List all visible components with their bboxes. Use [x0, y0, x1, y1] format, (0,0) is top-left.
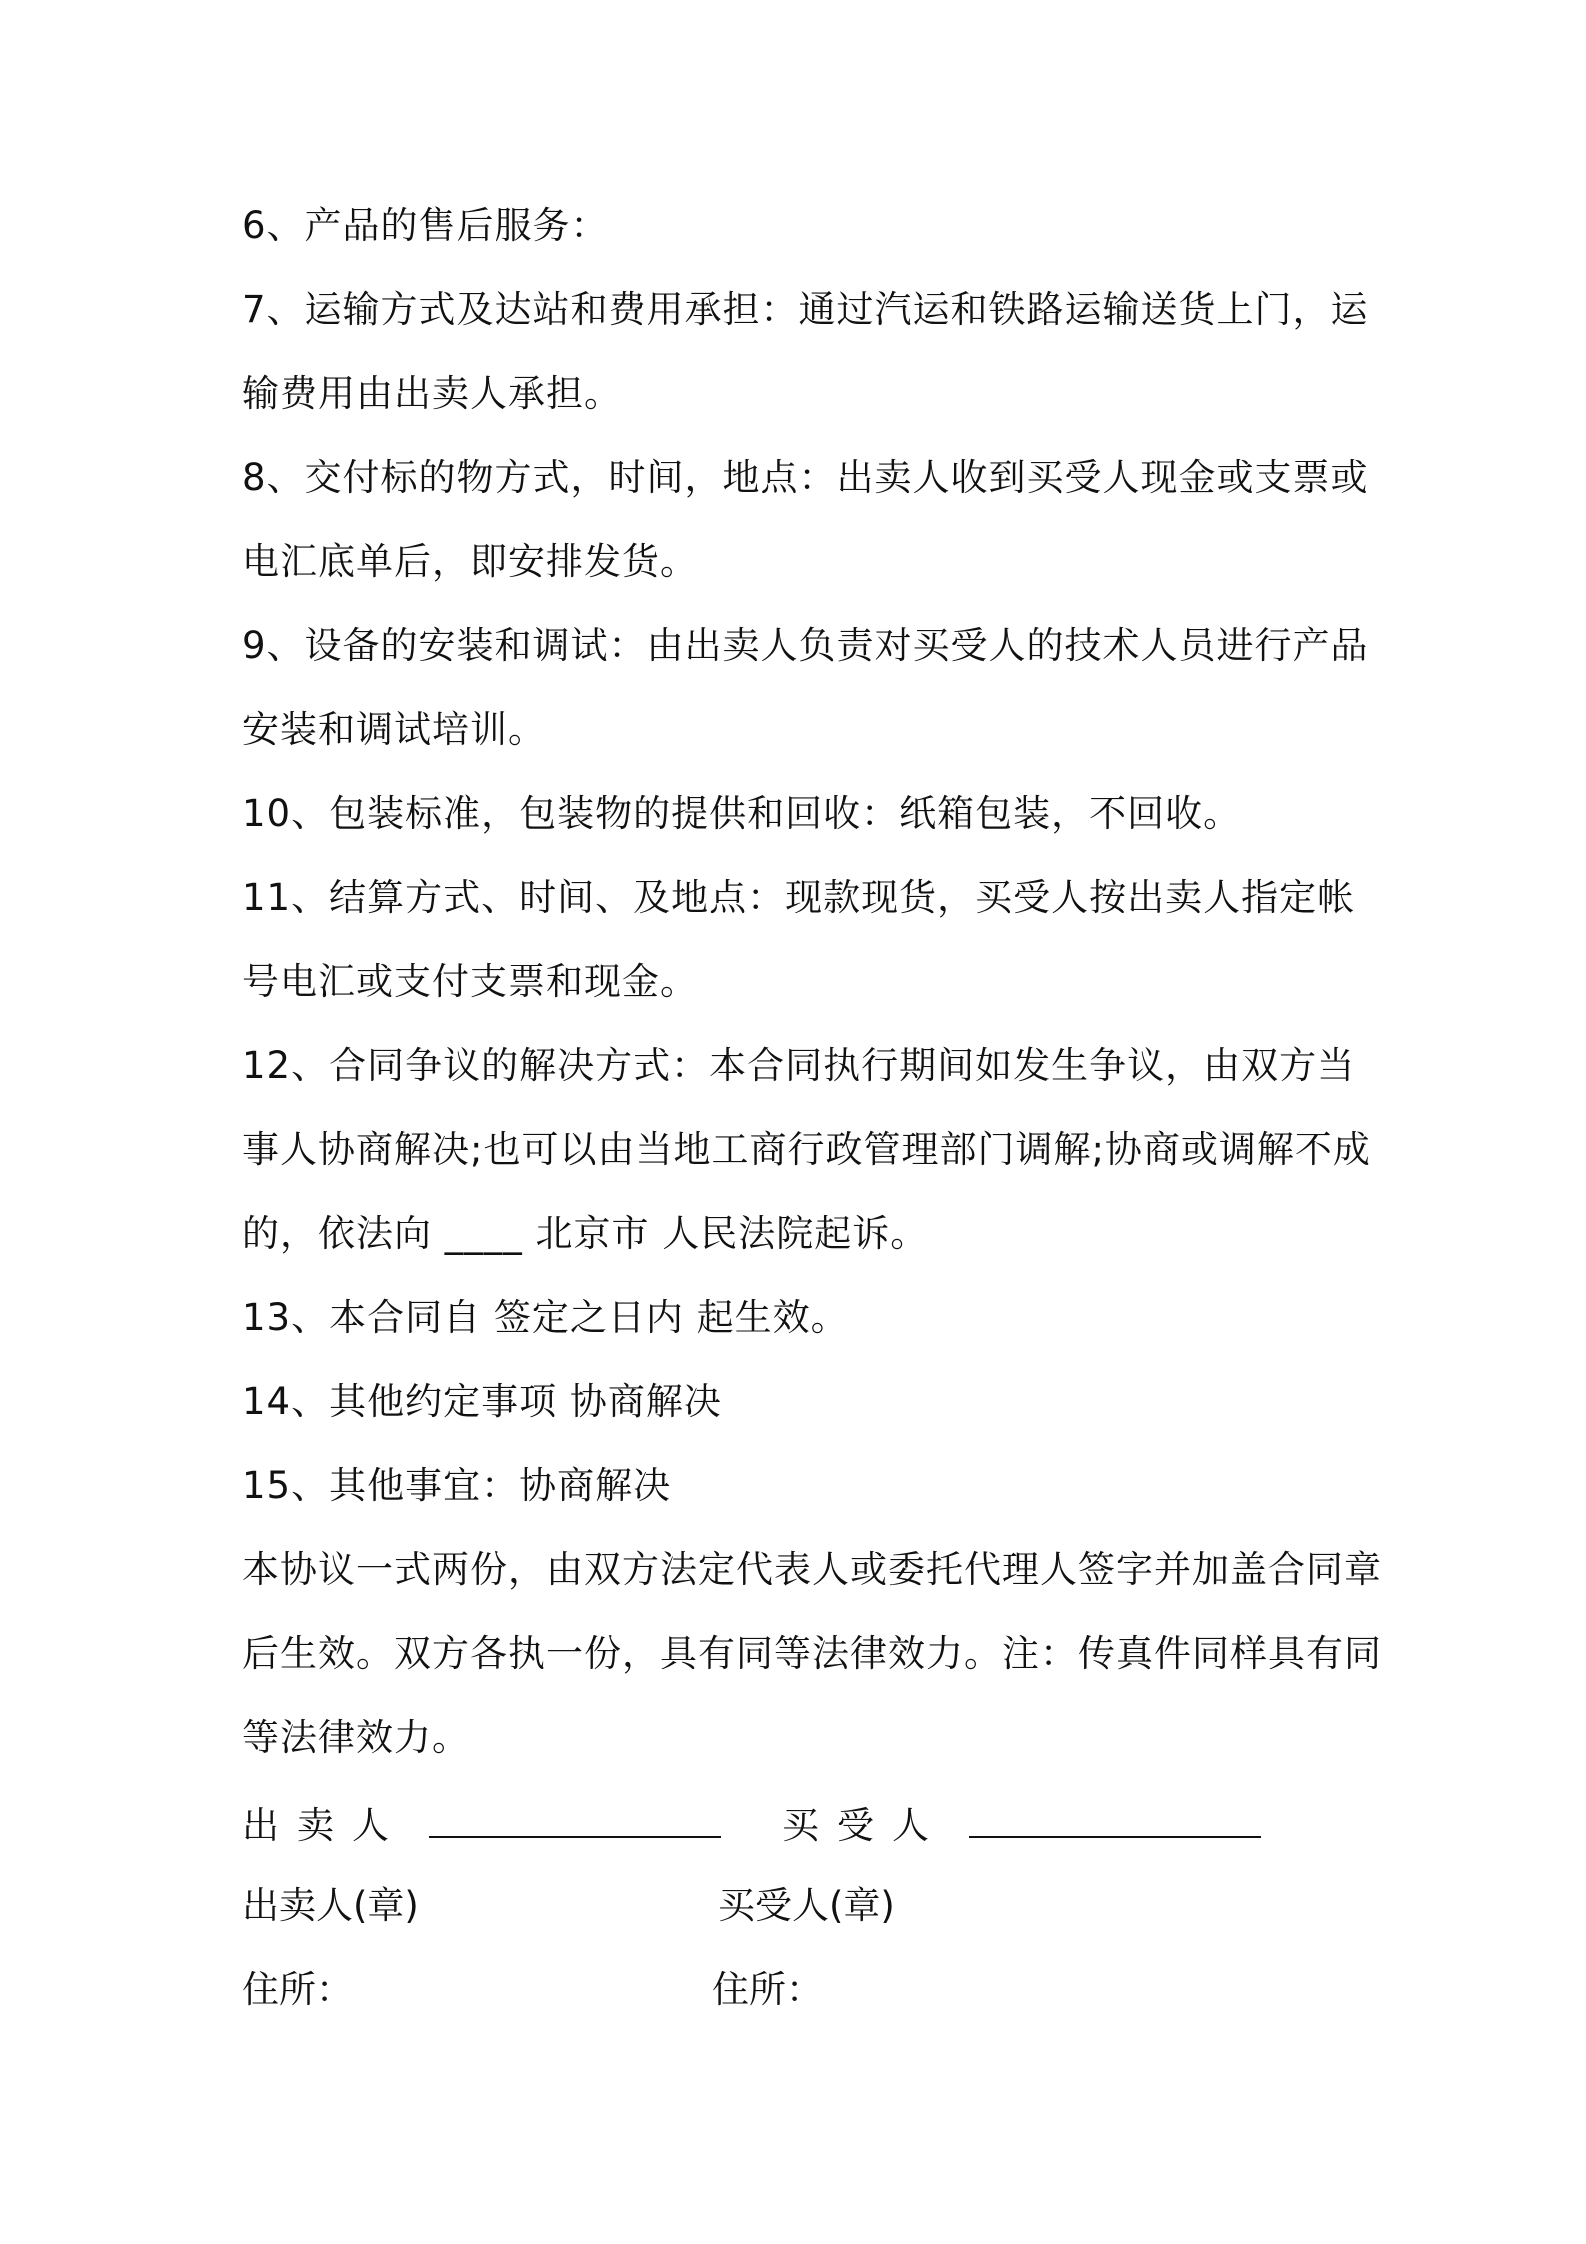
clause-14-line: 14、其他约定事项 协商解决 [242, 1380, 722, 1423]
buyer-address: 住所： [712, 1968, 823, 2011]
seller-signature [242, 1800, 721, 1848]
clause-11-line-2: 号电汇或支付支票和现金。 [242, 960, 698, 1003]
seller-seal: 出卖人(章) [242, 1884, 419, 1927]
seller-label: 出卖人 [242, 1804, 407, 1847]
seller-address: 住所： [242, 1968, 353, 2011]
clause-12-line-3: 的，依法向 ____ 北京市 人民法院起诉。 [242, 1212, 929, 1255]
buyer-signature [782, 1800, 1261, 1848]
clause-12-line-2: 事人协商解决;也可以由当地工商行政管理部门调解;协商或调解不成 [242, 1128, 1371, 1171]
clause-9-line-1: 9、设备的安装和调试：由出卖人负责对买受人的技术人员进行产品 [242, 624, 1369, 667]
buyer-seal: 买受人(章) [718, 1884, 895, 1927]
clause-9-line-2: 安装和调试培训。 [242, 708, 546, 751]
agreement-line-1: 本协议一式两份，由双方法定代表人或委托代理人签字并加盖合同章 [242, 1548, 1382, 1591]
buyer-signature-line[interactable] [969, 1800, 1261, 1838]
clause-15-line: 15、其他事宜：协商解决 [242, 1464, 672, 1507]
clause-6-line: 6、产品的售后服务： [242, 204, 609, 247]
clause-7-line-1: 7、运输方式及达站和费用承担：通过汽运和铁路运输送货上门，运 [242, 288, 1369, 331]
clause-10-line: 10、包装标准，包装物的提供和回收：纸箱包装，不回收。 [242, 792, 1242, 835]
clause-11-line-1: 11、结算方式、时间、及地点：现款现货，买受人按出卖人指定帐 [242, 876, 1356, 919]
clause-8-line-1: 8、交付标的物方式，时间，地点：出卖人收到买受人现金或支票或 [242, 456, 1369, 499]
buyer-label: 买受人 [782, 1804, 947, 1847]
clause-12-line-1: 12、合同争议的解决方式：本合同执行期间如发生争议，由双方当 [242, 1044, 1356, 1087]
clause-8-line-2: 电汇底单后，即安排发货。 [242, 540, 698, 583]
seller-signature-line[interactable] [429, 1800, 721, 1838]
clause-7-line-2: 输费用由出卖人承担。 [242, 372, 622, 415]
clause-13-line: 13、本合同自 签定之日内 起生效。 [242, 1296, 849, 1339]
agreement-line-2: 后生效。双方各执一份，具有同等法律效力。注：传真件同样具有同 [242, 1632, 1382, 1675]
agreement-line-3: 等法律效力。 [242, 1716, 470, 1759]
